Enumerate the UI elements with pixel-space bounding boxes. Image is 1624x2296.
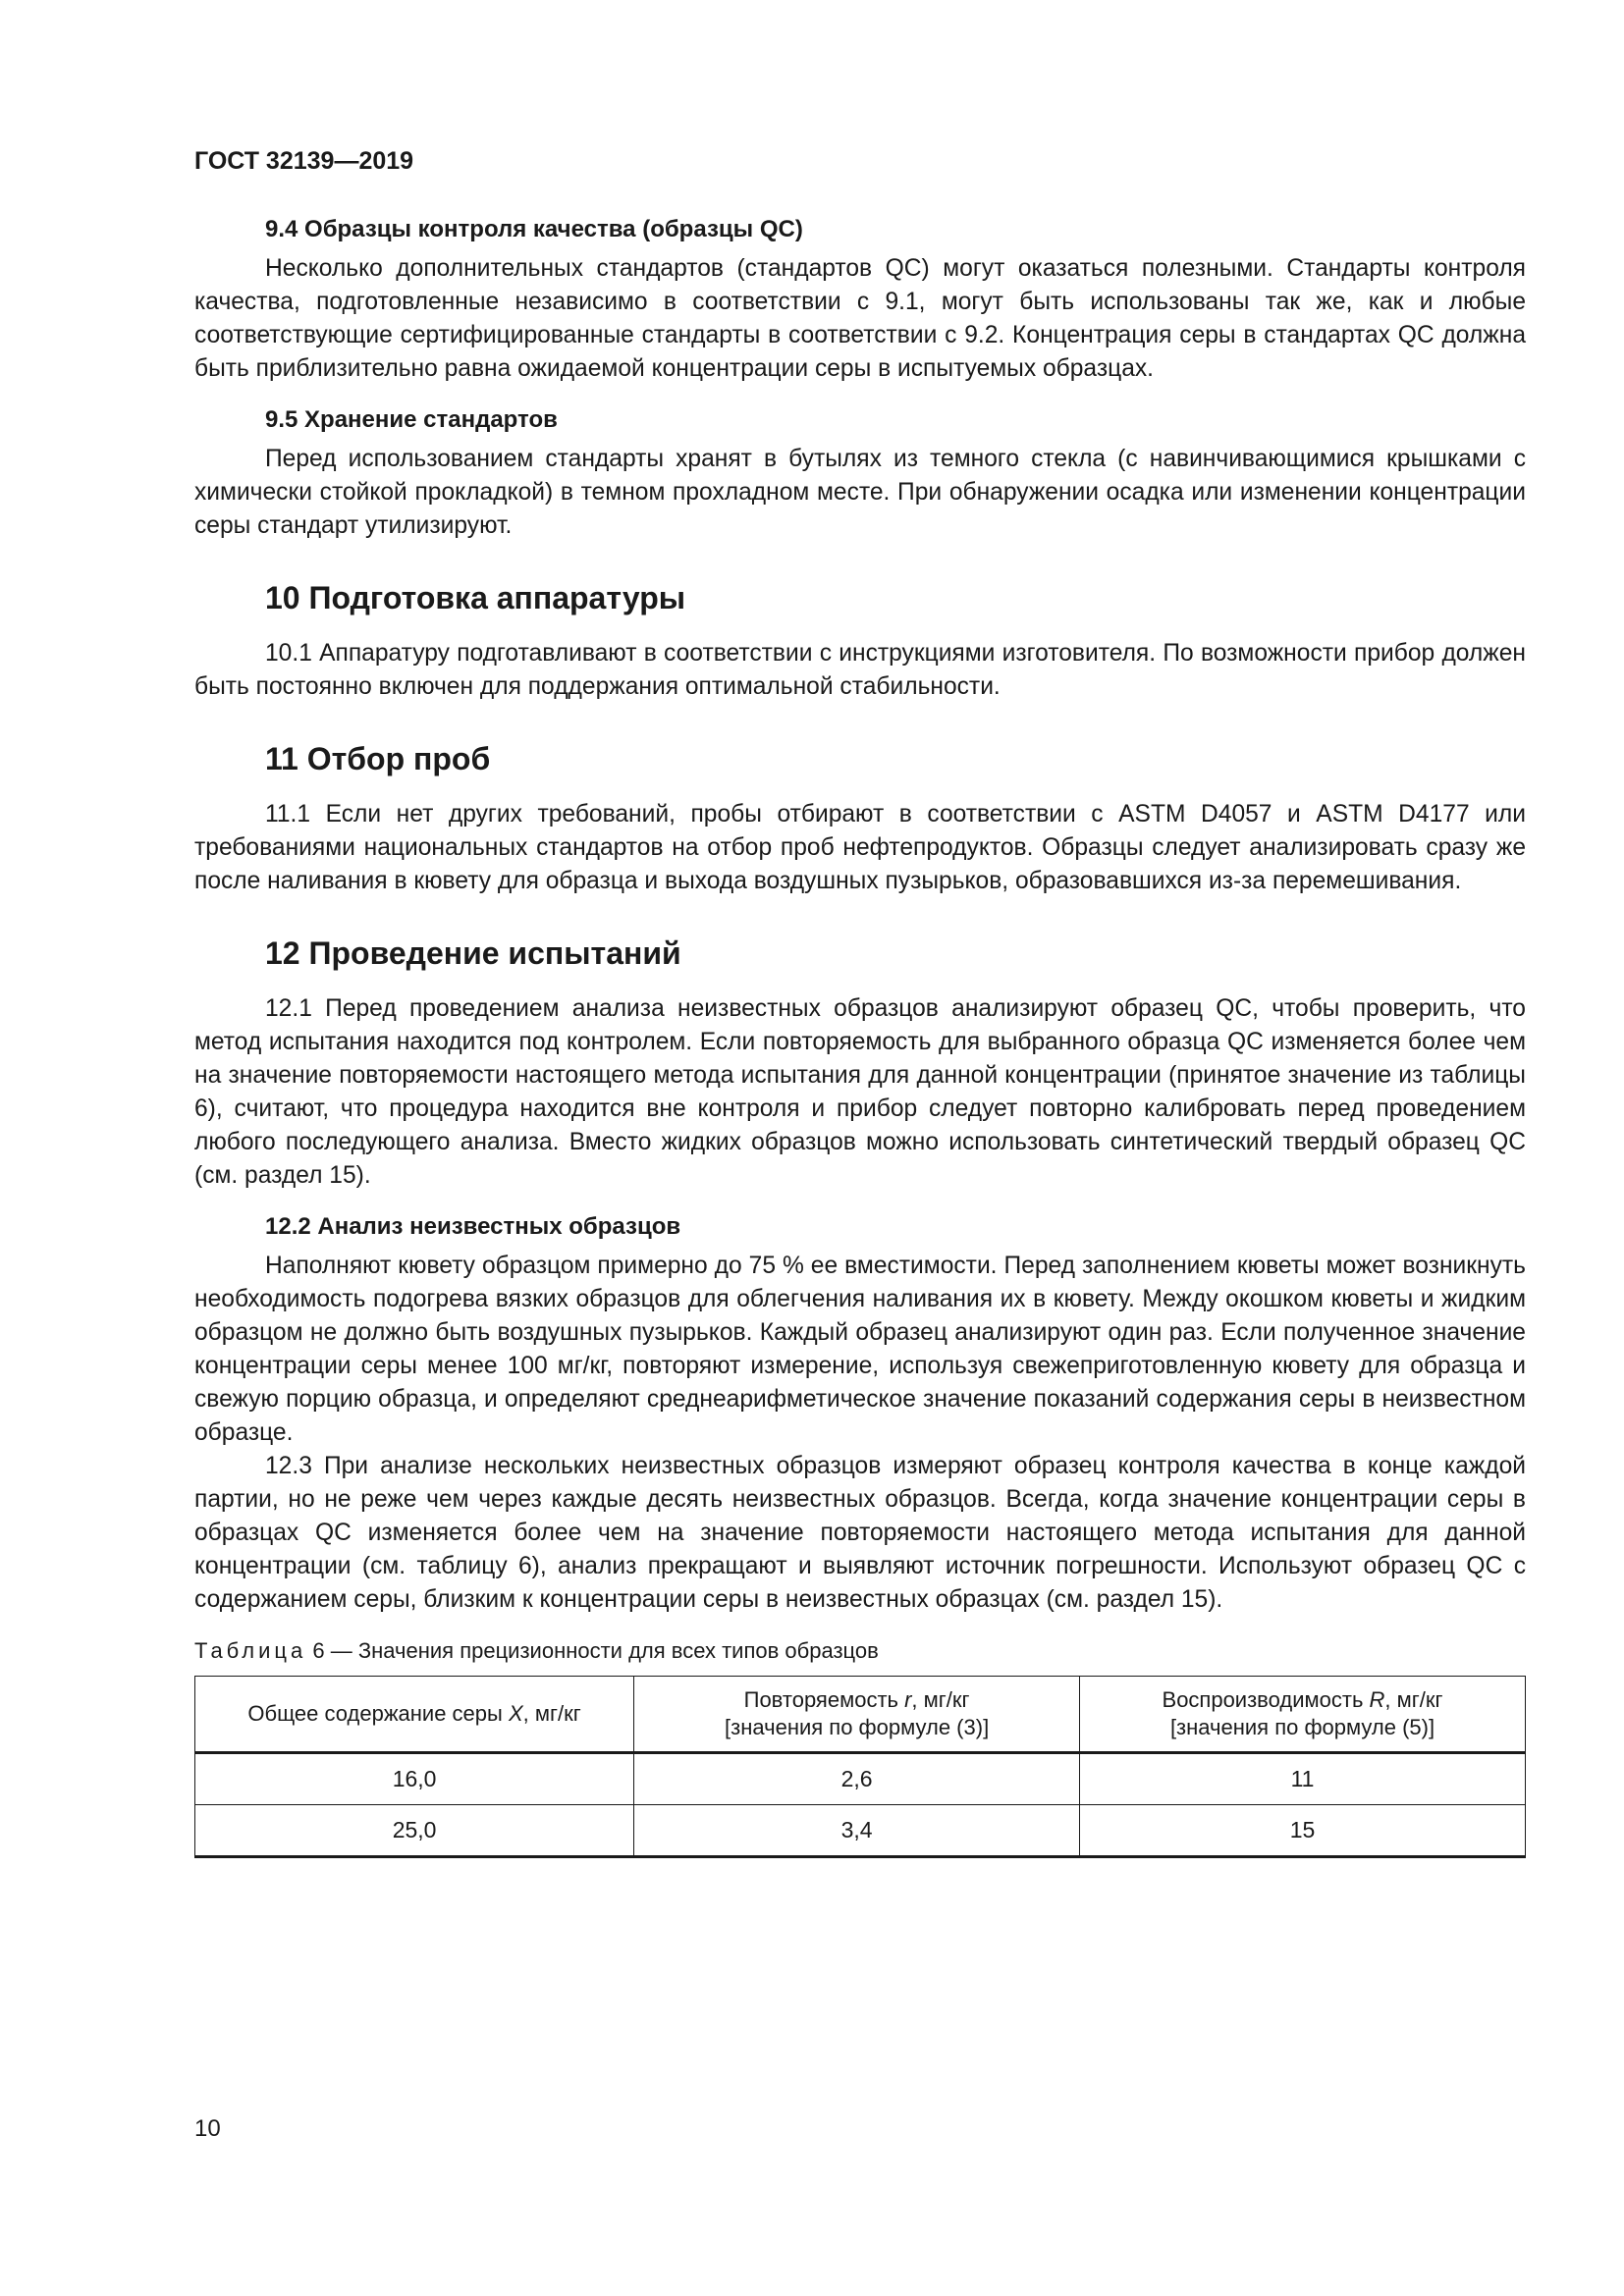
section-12-1-paragraph: 12.1 Перед проведением анализа неизвестных образцов анализируют образец QC, чтобы проверить, что метод испытания находится под контролем. Если повторяемость для выбранного образца QC изменяется более чем на значение повторяемости настоящего метода испытания для данной концентрации (принятое значение из таблицы 6), считают, что процедура находится вне контроля и прибор следует повторно калибровать перед проведением любого последующего анализа. Вместо жидких образцов можно использовать синтетический твердый образец QC (см. раздел 15).	[194, 995, 1526, 1189]
header-reproducibility	[1080, 1677, 1526, 1753]
section-12-2-heading: 12.2 Анализ неизвестных образцов	[265, 1213, 681, 1240]
section-9-5-heading: 9.5 Хранение стандартов	[265, 406, 558, 433]
header-col2-unit: , мг/кг	[911, 1687, 970, 1712]
header-col2-formula: [значения по формуле (3)]	[725, 1715, 990, 1739]
table-header-row	[195, 1677, 1526, 1753]
page-content	[194, 147, 1526, 1858]
header-col1-text: Общее содержание серы	[247, 1701, 509, 1726]
header-total-sulfur	[195, 1677, 634, 1753]
table-6-caption	[194, 1638, 1526, 1664]
document-code: ГОСТ 32139—2019	[194, 147, 414, 175]
cell-repeatability: 2,6	[634, 1753, 1080, 1805]
header-col1-unit: , мг/кг	[522, 1701, 581, 1726]
cell-reproducibility: 11	[1080, 1753, 1526, 1805]
section-12-3-paragraph: 12.3 При анализе нескольких неизвестных образцов измеряют образец контроля качества в конце каждой партии, но не реже чем через каждые десять неизвестных образцов. Всегда, когда значение концентрации серы в образцах QC изменяется более чем на значение повторяемости настоящего метода испытания для данной концентрации (см. таблицу 6), анализ прекращают и выявляют источник погрешности. Используют образец QC с содержанием серы, близким к концентрации серы в неизвестных образцах (см. раздел 15).	[194, 1453, 1526, 1613]
table-caption-label: Таблица	[194, 1638, 307, 1663]
section-10-1-paragraph: 10.1 Аппаратуру подготавливают в соответствии с инструкциями изготовителя. По возможности прибор должен быть постоянно включен для поддержания оптимальной стабильности.	[194, 640, 1526, 700]
table-caption-title: 6 — Значения прецизионности для всех типов образцов	[306, 1638, 879, 1663]
header-repeatability	[634, 1677, 1080, 1753]
header-col3-unit: , мг/кг	[1384, 1687, 1443, 1712]
header-col3-var: R	[1369, 1687, 1385, 1712]
section-12-heading: 12 Проведение испытаний	[265, 935, 681, 971]
precision-table	[194, 1676, 1526, 1858]
cell-sulfur: 16,0	[195, 1753, 634, 1805]
cell-sulfur: 25,0	[195, 1805, 634, 1857]
table-row	[195, 1805, 1526, 1857]
table-row	[195, 1753, 1526, 1805]
header-col3-text: Воспроизводимость	[1162, 1687, 1370, 1712]
section-9-4-heading: 9.4 Образцы контроля качества (образцы QC)	[265, 216, 803, 242]
header-col2-text: Повторяемость	[743, 1687, 905, 1712]
header-col1-var: X	[508, 1701, 523, 1726]
header-col3-formula: [значения по формуле (5)]	[1169, 1715, 1435, 1739]
cell-reproducibility: 15	[1080, 1805, 1526, 1857]
section-9-4-paragraph: Несколько дополнительных стандартов (стандартов QC) могут оказаться полезными. Стандарты контроля качества, подготовленные независимо в соответствии с 9.1, могут быть использованы так же, как и любые соответствующие сертифицированные стандарты в соответствии с 9.2. Концентрация серы в стандартах QC должна быть приблизительно равна ожидаемой концентрации серы в испытуемых образцах.	[194, 255, 1526, 382]
section-11-1-paragraph: 11.1 Если нет других требований, пробы отбирают в соответствии с ASTM D4057 и ASTM D4177 или требованиями национальных стандартов на отбор проб нефтепродуктов. Образцы следует анализировать сразу же после наливания в кювету для образца и выхода воздушных пузырьков, образовавшихся из-за перемешивания.	[194, 801, 1526, 894]
header-col2-var: r	[904, 1687, 912, 1712]
section-9-5-paragraph: Перед использованием стандарты хранят в бутылях из темного стекла (с навинчивающимися крышками с химически стойкой прокладкой) в темном прохладном месте. При обнаружении осадка или изменении концентрации серы стандарт утилизируют.	[194, 446, 1526, 539]
section-11-heading: 11 Отбор проб	[265, 741, 491, 776]
cell-repeatability: 3,4	[634, 1805, 1080, 1857]
page-number: 10	[194, 2115, 221, 2142]
section-12-2-paragraph: Наполняют кювету образцом примерно до 75 % ее вместимости. Перед заполнением кюветы может возникнуть необходимость подогрева вязких образцов для облегчения наливания их в кювету. Между окошком кюветы и жидким образцом не должно быть воздушных пузырьков. Каждый образец анализируют один раз. Если полученное значение концентрации серы менее 100 мг/кг, повторяют измерение, используя свежеприготовленную кювету для образца и свежую порцию образца, и определяют среднеарифметическое значение показаний содержания серы в неизвестном образце.	[194, 1253, 1526, 1446]
section-10-heading: 10 Подготовка аппаратуры	[265, 580, 686, 615]
